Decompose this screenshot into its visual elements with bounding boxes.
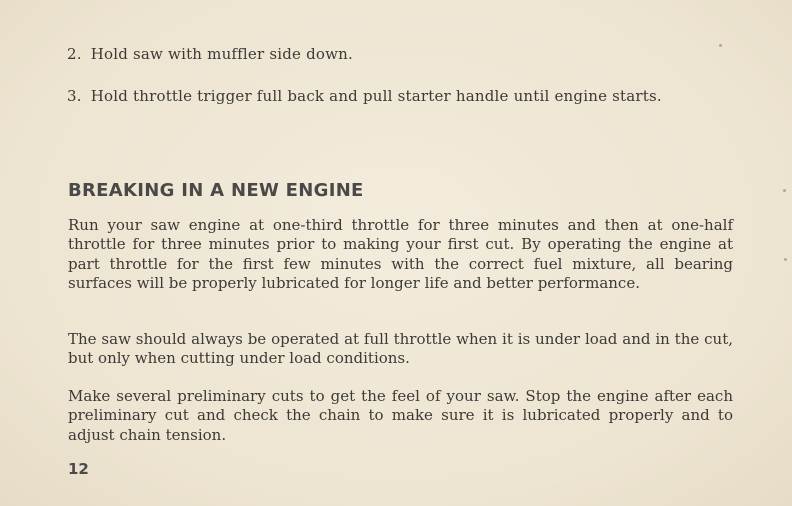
paper-speck: [784, 258, 787, 261]
instruction-step-3: [67, 87, 662, 105]
step-number: 2.: [67, 45, 82, 63]
paragraph-break-in: Run your saw engine at one-third throttle for three minutes and then at one-half throttle for three minutes prior to making your first cut. By operating the engine at part throttle for the first few minutes with the correct fuel mixture, all bearing surfaces will be properly lubricated for longer life and better performance.: [68, 216, 733, 292]
paper-speck: [783, 189, 786, 192]
section-heading: BREAKING IN A NEW ENGINE: [68, 180, 364, 201]
paper-speck: [719, 44, 722, 47]
instruction-step-2: [67, 45, 353, 63]
page-number: 12: [68, 460, 89, 478]
step-number: 3.: [67, 87, 82, 105]
paragraph-preliminary-cuts: Make several preliminary cuts to get the feel of your saw. Stop the engine after each preliminary cut and check the chain to make sure it is lubricated properly and to adjust chain tension.: [68, 387, 733, 444]
step-text: Hold saw with muffler side down.: [90, 45, 353, 63]
step-text: Hold throttle trigger full back and pull starter handle until engine starts.: [90, 87, 662, 105]
paragraph-full-throttle: The saw should always be operated at full throttle when it is under load and in the cut, but only when cutting under load conditions.: [68, 330, 733, 368]
